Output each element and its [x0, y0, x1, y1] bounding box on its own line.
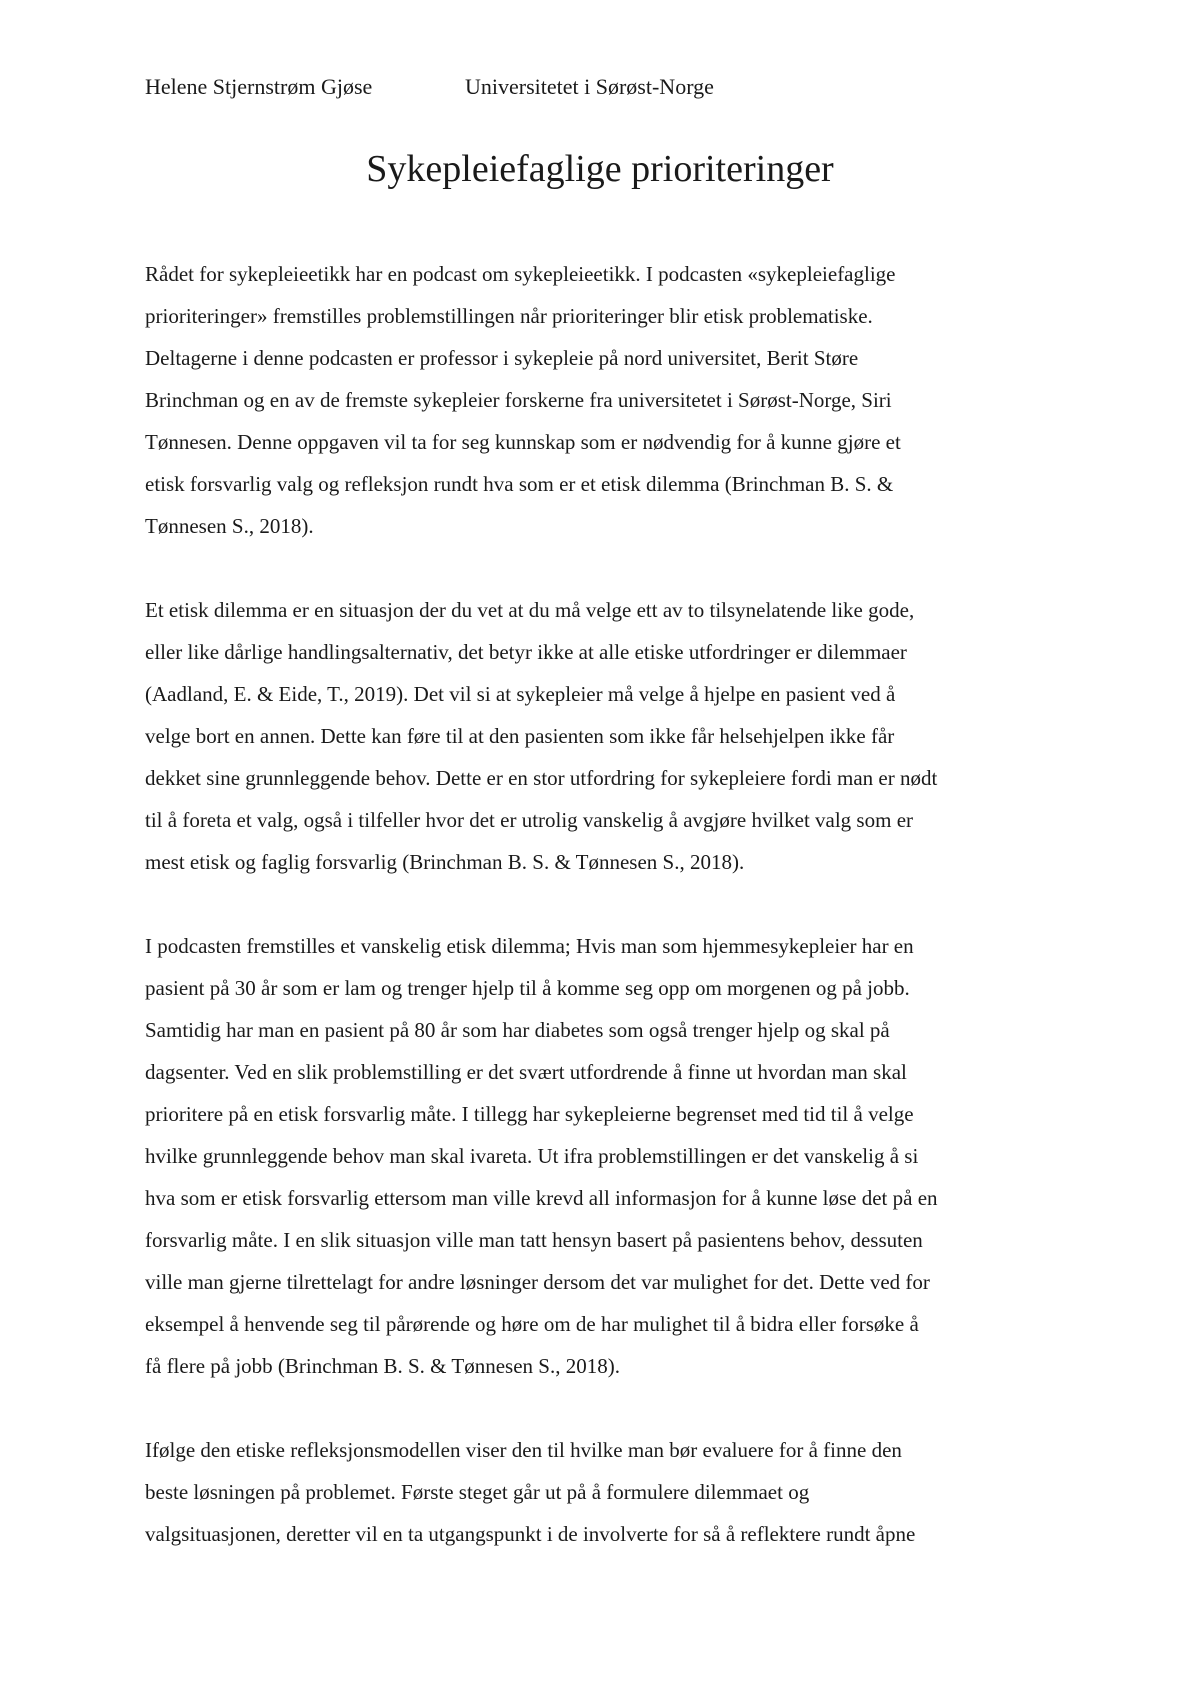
body-text — [145, 253, 1065, 1597]
text-line: mest etisk og faglig forsvarlig (Brinchman B. S. & Tønnesen S., 2018). — [145, 850, 745, 874]
text-line: pasient på 30 år som er lam og trenger hjelp til å komme seg opp om morgenen og på jobb. — [145, 976, 910, 1000]
text-line: hva som er etisk forsvarlig ettersom man ville krevd all informasjon for å kunne løse det på en — [145, 1186, 938, 1210]
paragraph — [145, 253, 1065, 547]
text-line: prioriteringer» fremstilles problemstillingen når prioriteringer blir etisk problematiske. — [145, 304, 873, 328]
text-line: Et etisk dilemma er en situasjon der du vet at du må velge ett av to tilsynelatende like gode, — [145, 598, 915, 622]
institution-name: Universitetet i Sørøst-Norge — [465, 74, 714, 99]
document-title: Sykepleiefaglige prioriteringer — [366, 148, 834, 190]
text-line: Ifølge den etiske refleksjonsmodellen viser den til hvilke man bør evaluere for å finne den — [145, 1438, 902, 1462]
author-name: Helene Stjernstrøm Gjøse — [145, 74, 373, 99]
text-line: Deltagerne i denne podcasten er professor i sykepleie på nord universitet, Berit Støre — [145, 346, 859, 370]
text-line: eller like dårlige handlingsalternativ, det betyr ikke at alle etiske utfordringer er dilemmaer — [145, 640, 907, 664]
text-line: Brinchman og en av de fremste sykepleier forskerne fra universitetet i Sørøst-Norge, Siri — [145, 388, 892, 412]
text-line: til å foreta et valg, også i tilfeller hvor det er utrolig vanskelig å avgjøre hvilket valg som er — [145, 808, 914, 832]
page-header — [145, 72, 714, 102]
text-line: Samtidig har man en pasient på 80 år som har diabetes som også trenger hjelp og skal på — [145, 1018, 890, 1042]
text-line: beste løsningen på problemet. Første steget går ut på å formulere dilemmaet og — [145, 1480, 810, 1504]
text-line: etisk forsvarlig valg og refleksjon rundt hva som er et etisk dilemma (Brinchman B. S. & — [145, 472, 894, 496]
text-line: dekket sine grunnleggende behov. Dette er en stor utfordring for sykepleiere fordi man er nødt — [145, 766, 938, 790]
text-line: velge bort en annen. Dette kan føre til at den pasienten som ikke får helsehjelpen ikke får — [145, 724, 895, 748]
text-line: forsvarlig måte. I en slik situasjon ville man tatt hensyn basert på pasientens behov, dessuten — [145, 1228, 923, 1252]
text-line: Rådet for sykepleieetikk har en podcast om sykepleieetikk. I podcasten «sykepleiefaglige — [145, 262, 896, 286]
text-line: få flere på jobb (Brinchman B. S. & Tønnesen S., 2018). — [145, 1354, 620, 1378]
text-line: prioritere på en etisk forsvarlig måte. I tillegg har sykepleierne begrenset med tid til å velge — [145, 1102, 914, 1126]
text-line: valgsituasjonen, deretter vil en ta utgangspunkt i de involverte for så å reflektere rundt åpne — [145, 1522, 916, 1546]
text-line: Tønnesen. Denne oppgaven vil ta for seg kunnskap som er nødvendig for å kunne gjøre et — [145, 430, 901, 454]
text-line: hvilke grunnleggende behov man skal ivareta. Ut ifra problemstillingen er det vanskelig å si — [145, 1144, 919, 1168]
text-line: Tønnesen S., 2018). — [145, 514, 314, 538]
paragraph — [145, 925, 1065, 1387]
text-line: ville man gjerne tilrettelagt for andre løsninger dersom det var mulighet for det. Dette ved for — [145, 1270, 930, 1294]
paragraph — [145, 589, 1065, 883]
text-line: dagsenter. Ved en slik problemstilling er det svært utfordrende å finne ut hvordan man skal — [145, 1060, 907, 1084]
text-line: I podcasten fremstilles et vanskelig etisk dilemma; Hvis man som hjemmesykepleier har en — [145, 934, 914, 958]
text-line: eksempel å henvende seg til pårørende og høre om de har mulighet til å bidra eller forsøke å — [145, 1312, 919, 1336]
text-line: (Aadland, E. & Eide, T., 2019). Det vil si at sykepleier må velge å hjelpe en pasient ved å — [145, 682, 896, 706]
paragraph — [145, 1429, 1065, 1555]
